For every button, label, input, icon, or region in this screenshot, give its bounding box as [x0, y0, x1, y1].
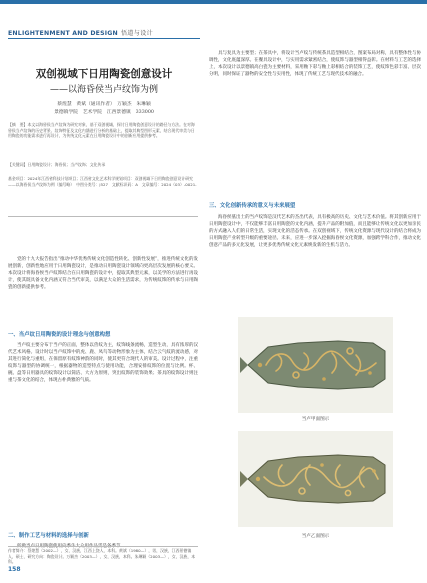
article-subtitle: ——以海昏侯当卢纹饰为例 — [49, 85, 158, 95]
section-2-heading: 二、制作工艺与材料的选择与创新 — [8, 533, 89, 539]
authors: 蔡煌慧 黄斌（通讯作者） 万颖杰 朱琳颖 — [57, 102, 151, 107]
intro-paragraph — [8, 256, 198, 291]
frontlet-front-image — [238, 317, 393, 413]
article-title: 双创视域下日用陶瓷创意设计 — [35, 68, 173, 80]
footnote: 作者简介：蔡煌慧（2002—），女，汉族，江西上饶人，本科。黄斌（1980—），男，汉族，江西景德镇人，硕士，研究方向：陶瓷设计。万颖杰（2003—），女，汉族，本科。朱琳颖（2003—），女，汉族，本科。 — [8, 548, 196, 565]
section-cn: 悟道与设计 — [120, 30, 153, 37]
right-column-text-2 — [209, 214, 421, 249]
footnote-rule — [8, 546, 198, 547]
article-meta: 基金项目：2024年江西省科技计划项目；江西省文化艺术科学规划项目：双创视域下日用陶瓷创意设计研究——以海昏侯当卢纹饰为例（编号略） 中图分类号：J527 文献标识码：A 文章编号：2024（03）-0021- — [8, 176, 197, 187]
page-number: 158 — [8, 566, 21, 573]
figure-2 — [238, 431, 393, 527]
intro-text: 党的十九大报告指出“推动中华优秀传统文化创造性转化、创新性发展”，推进传统文化的发展创新，创新性地应用于日用陶瓷设计，是推动日用陶瓷设计领域向更高层次发展的核心要义。本次设计将海昏侯当卢纹饰结合在日用陶瓷的设计中，提取其典型元素，以美学的方法进行再设计，使其既具备文化内涵又符合当代审美，以满足大众的生活需求，为传统纹饰的传承与日用陶瓷的创新提供参考。 — [8, 257, 198, 291]
abstract: 【摘 要】本文以海昏侯当卢纹饰为研究对象，基于双创视域，探讨日用陶瓷创意设计的路径与方法。在对海昏侯当卢纹饰的历史背景、纹饰特征及文化内涵进行分析的基础上，提取其典型图形元素，结合现代审美与日用陶瓷的功能需求进行再设计，为传统文化元素在日用陶瓷设计中的创新应用提供参考。 — [8, 122, 195, 139]
header-bar — [0, 0, 427, 4]
right-column-paragraph-1: 具与复具为主要型；在茶具中，将设计当卢纹与传统茶具造型相结合，图案布局对称，具有整体性与协调性，文化底蕴深厚。在餐具设计中，与实用需求紧密结合，使纹饰与器型相得益彰。在材料与工艺的选择上，本次设计以景德镇高白瓷为主要材料，采用釉下彩与釉上彩相结合的装饰工艺，使纹饰色彩丰富、层次分明，同时保证了器物的安全性与实用性，体现了传统工艺与现代技术的融合。 — [209, 51, 421, 78]
section-1-text: 当卢纹主要分布于当卢的正面，整体以兽纹为主，纹饰线条流畅，造型生动，具有浓厚的汉代艺术风格。设计时以当卢纹饰中的虎、鹿、凤鸟等动物形象为主体，结合云气纹的流动感，对其进行简化与重组，在保留原有纹饰神韵的同时，使其更符合现代人的审美。设计过程中，注重纹饰与器型的协调统一，根据器物的造型特点与使用功能，合理安排纹饰的位置与比例。杯、碗、盘等日用器具的纹饰设计以简洁、大方为原则，突出纹饰的装饰效果；茶具的纹饰设计则注重与茶文化的结合，体现古朴典雅的气质。 — [8, 343, 198, 384]
figure-1 — [238, 317, 393, 413]
meta-rule — [8, 216, 198, 217]
figure-1-caption: 当卢甲面图示 — [301, 417, 330, 422]
right-column-text-1 — [209, 50, 421, 78]
right-column-paragraph-2: 海昏侯墓出土的当卢纹饰是汉代艺术的杰出代表，具有极高的历史、文化与艺术价值。将其创新应用于日用陶瓷设计中，不仅能够丰富日用陶瓷的文化内涵，提升产品的附加值，而且能够让传统文化以更加亲民的方式融入人们的日常生活，实现文化的活态传承。在双创视域下，传统文化资源与现代设计的结合将成为日用陶瓷产业转型升级的重要途径。未来，应进一步深入挖掘海昏侯文化资源，加强跨学科合作，推动文化创意产品的多元化发展，让更多优秀传统文化元素焕发新的生机与活力。 — [209, 215, 421, 249]
figure-2-caption: 当卢乙面图示 — [301, 534, 330, 539]
section-3-heading: 三、文化创新传承的意义与未来展望 — [209, 203, 296, 209]
frontlet-back-image — [238, 431, 393, 527]
keywords: 【关键词】日用陶瓷设计；海昏侯；当卢纹饰；文化传承 — [8, 162, 106, 167]
section-en: ENLIGHTENMENT AND DESIGN — [8, 30, 118, 37]
section-2-text: 所做当卢日用陶瓷使用向季牛大众用作品需是各季节 — [17, 544, 121, 549]
section-1-heading: 一、当卢纹日用陶瓷的设计理念与创意构想 — [8, 332, 111, 338]
affiliation: 景德镇学院 艺术学院 江西景德镇 333000 — [54, 110, 154, 115]
header-rule — [8, 38, 200, 39]
section-1-body — [8, 342, 198, 384]
running-header — [8, 28, 153, 37]
